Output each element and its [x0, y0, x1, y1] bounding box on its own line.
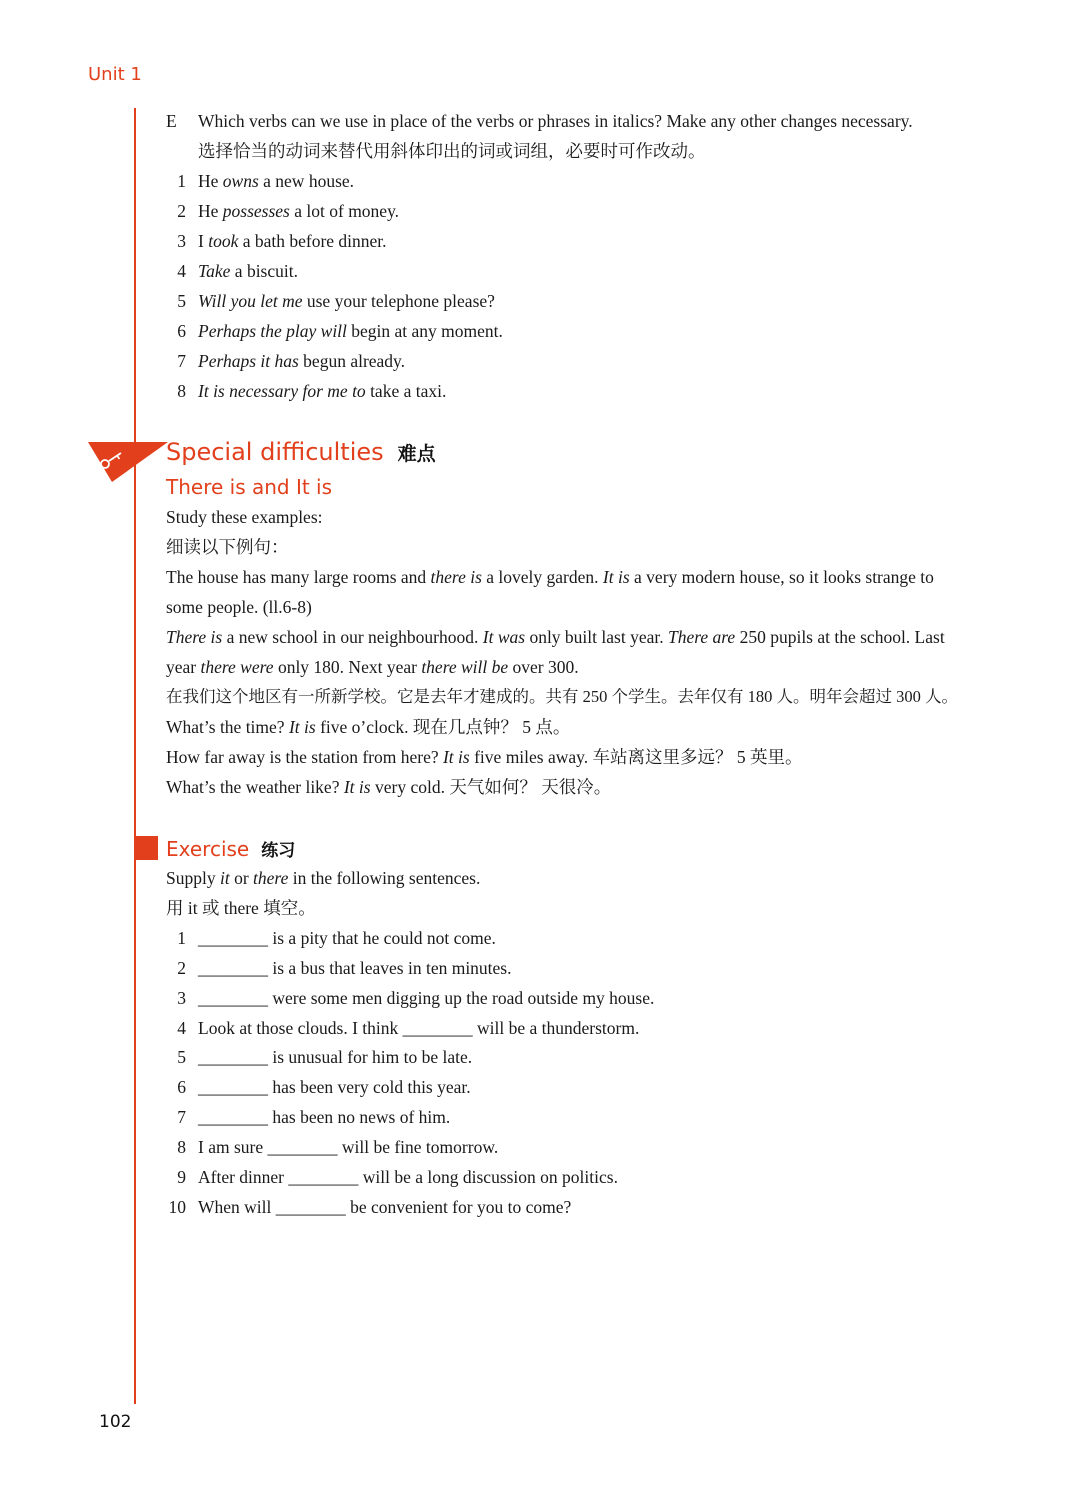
exercise-title-zh: 练习	[261, 841, 296, 861]
section-title-zh: 难点	[397, 443, 436, 465]
page-number: 102	[99, 1412, 132, 1432]
example-paragraph: year there were only 180. Next year there will be over 300.	[166, 657, 579, 677]
example-question: What’s the weather like? It is very cold. 天气如何？ 天很冷。	[166, 777, 612, 797]
example-paragraph: some people. (ll.6-8)	[166, 597, 312, 617]
exercise-instruction-zh: 用 it 或 there 填空。	[166, 898, 316, 918]
example-translation: 在我们这个地区有一所新学校。它是去年才建成的。共有 250 个学生。去年仅有 180 人。明年会超过 300 人。	[166, 687, 958, 706]
exercise-instruction: Which verbs can we use in place of the verbs or phrases in italics? Make any other changes necessary.	[198, 111, 913, 131]
section-title: Special difficulties 难点	[166, 438, 436, 466]
exercise-instruction-zh: 选择恰当的动词来替代用斜体印出的词或词组，必要时可作改动。	[198, 141, 706, 161]
unit-label: Unit 1	[88, 64, 142, 85]
exercise-letter: E	[166, 111, 177, 131]
exercise-marker	[134, 836, 158, 860]
section-subtitle: There is and It is	[166, 475, 333, 499]
study-label-zh: 细读以下例句：	[166, 537, 289, 557]
key-icon	[88, 442, 168, 482]
example-paragraph: There is a new school in our neighbourhood. It was only built last year. There are 250 pupils at the school. Last	[166, 627, 945, 647]
margin-rule	[134, 108, 136, 1404]
study-label: Study these examples:	[166, 507, 323, 527]
example-paragraph: The house has many large rooms and there is a lovely garden. It is a very modern house, so it looks strange to	[166, 567, 934, 587]
example-question: How far away is the station from here? It is five miles away. 车站离这里多远？ 5 英里。	[166, 747, 803, 767]
exercise-title: Exercise 练习	[166, 837, 296, 861]
exercise-instruction: Supply it or there in the following sentences.	[166, 868, 481, 888]
example-question: What’s the time? It is five o’clock. 现在几点钟？ 5 点。	[166, 717, 571, 737]
